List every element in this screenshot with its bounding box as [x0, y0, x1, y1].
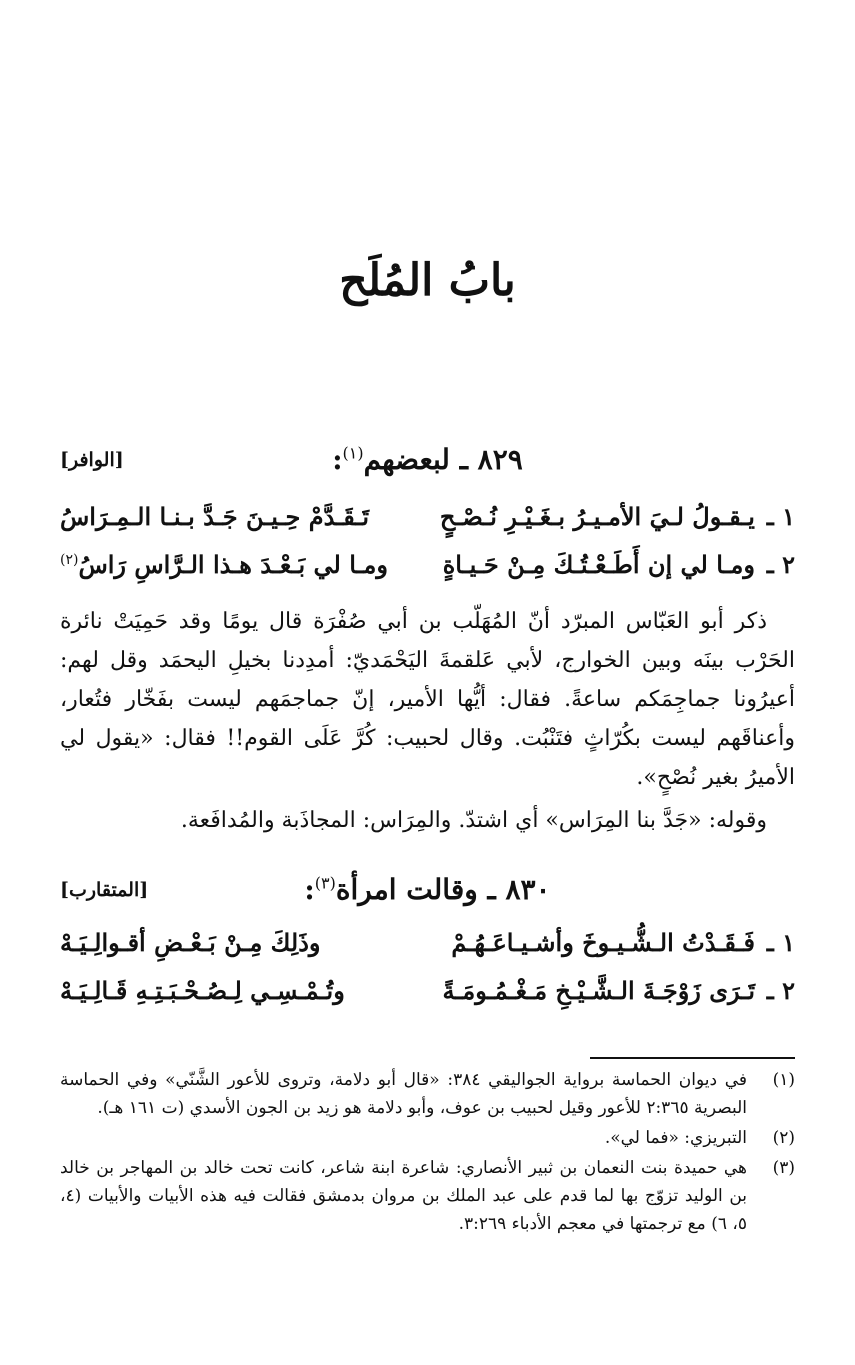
verse-line — [60, 502, 795, 546]
footnote — [60, 1066, 795, 1122]
verse-first-hemistich: فَـقَـدْتُ الـشُّـيـوخَ وأشـيـاعَـهُـمْ — [451, 928, 755, 957]
section-title — [60, 443, 795, 476]
commentary-block — [60, 602, 795, 840]
verse-number: ٢ ـ — [766, 550, 795, 579]
section-heading-830 — [60, 873, 795, 913]
footnote-number: (٢) — [772, 1128, 795, 1148]
section-title — [60, 873, 795, 906]
verse-second-hemistich-text: ومـا لي بَـعْـدَ هـذا الـرَّاسِ رَاسُ — [78, 550, 388, 579]
footnote-ref[interactable]: (٢) — [60, 552, 79, 568]
footnote-number: (١) — [772, 1070, 795, 1090]
footnote — [60, 1154, 795, 1238]
title-colon: : — [304, 873, 315, 906]
footnote-text: هي حميدة بنت النعمان بن ثبير الأنصاري: شاعرة ابنة شاعر، كانت تحت خالد بن المهاجر بن خالد بن الوليد تزوّج بها لما قدم على عبد الملك بن مروان بدمشق فقالت فيه هذه الأبيات والأبيات (٤، ٥، ٦) مع ترجمتها في معجم الأدباء ٣:٢٦٩. — [60, 1158, 747, 1234]
verse-line — [60, 928, 795, 972]
section-title-text: ٨٣٠ ـ وقالت امرأة — [335, 873, 551, 906]
section-title-text: ٨٢٩ ـ لبعضهم — [363, 443, 523, 476]
verse-second-hemistich: وذَلِكَ مِـنْ بَـعْـضِ أقـوالِـيَـهْ — [60, 928, 321, 957]
footnote-ref[interactable]: (٣) — [314, 873, 336, 893]
meter-label: [الوافر] — [60, 449, 124, 471]
footnote — [60, 1124, 795, 1152]
verse-line — [60, 976, 795, 1020]
title-colon: : — [332, 443, 343, 476]
verse-number: ١ ـ — [766, 928, 795, 957]
verse-second-hemistich: وتُـمْـسِـي لِـصُـحْـبَـتِـهِ قَـالِـيَـهْ — [60, 976, 345, 1005]
verse-second-hemistich: تَـقَـدَّمْ حِـيـنَ جَـدَّ بـنـا الـمِـرَاسُ — [60, 502, 370, 531]
meter-label: [المتقارب] — [60, 879, 149, 901]
commentary-paragraph: وقوله: «جَدَّ بنا المِرَاس» أي اشتدّ. والمِرَاس: المجاذَبة والمُدافَعة. — [180, 808, 767, 833]
footnotes — [60, 1066, 795, 1240]
footnote-number: (٣) — [772, 1158, 795, 1178]
footnote-text: في ديوان الحماسة برواية الجواليقي ٣٨٤: «قال أبو دلامة، وتروى للأعور الشَّنّي» وفي الحماسة البصرية ٢:٣٦٥ للأعور وقيل لحبيب بن عوف، وأبو دلامة هو زيد بن الجون الأسدي (ت ١٦١ هـ). — [60, 1070, 748, 1118]
verse-line — [60, 550, 795, 594]
verse-second-hemistich — [60, 550, 388, 579]
verse-first-hemistich: ومـا لي إن أَطَـعْـتُـكَ مِـنْ حَـيـاةٍ — [442, 550, 755, 579]
verse-number: ٢ ـ — [766, 976, 795, 1005]
verse-first-hemistich: يـقـولُ لـيَ الأمـيـرُ بـغَـيْـرِ نُـصْـحٍ — [439, 502, 755, 531]
commentary-paragraph: ذكر أبو العَبّاس المبرّد أنّ المُهَلّب بن أبي صُفْرَة قال يومًا وقد حَمِيَتْ نائرة الحَرْب بينَه وبين الخوارج، لأبي عَلقمةَ اليَحْمَديّ: أمدِدنا بخيلِ اليحمَد وقل لهم: أعيرُونا جماجِمَكم ساعةً. فقال: أيُّها الأمير، إنّ جماجمَهم ليست بفَخّار فتُعار، وأعناقَهم ليست بكُرّاثٍ فتَنْبُت. وقال لحبيب: كُرَّ عَلَى القوم!! فقال: «يقول لي الأميرُ بغير نُصْحٍ». — [60, 609, 795, 790]
footnote-divider — [590, 1057, 795, 1059]
section-heading-829 — [60, 443, 795, 483]
verse-first-hemistich: تَـرَى زَوْجَـةَ الـشَّـيْـخِ مَـغْـمُـومَـةً — [442, 976, 755, 1005]
footnote-ref[interactable]: (١) — [342, 443, 364, 463]
footnote-text: التبريزي: «فما لي». — [604, 1128, 747, 1148]
chapter-title: بابُ المُلَح — [339, 255, 516, 306]
verse-number: ١ ـ — [766, 502, 795, 531]
